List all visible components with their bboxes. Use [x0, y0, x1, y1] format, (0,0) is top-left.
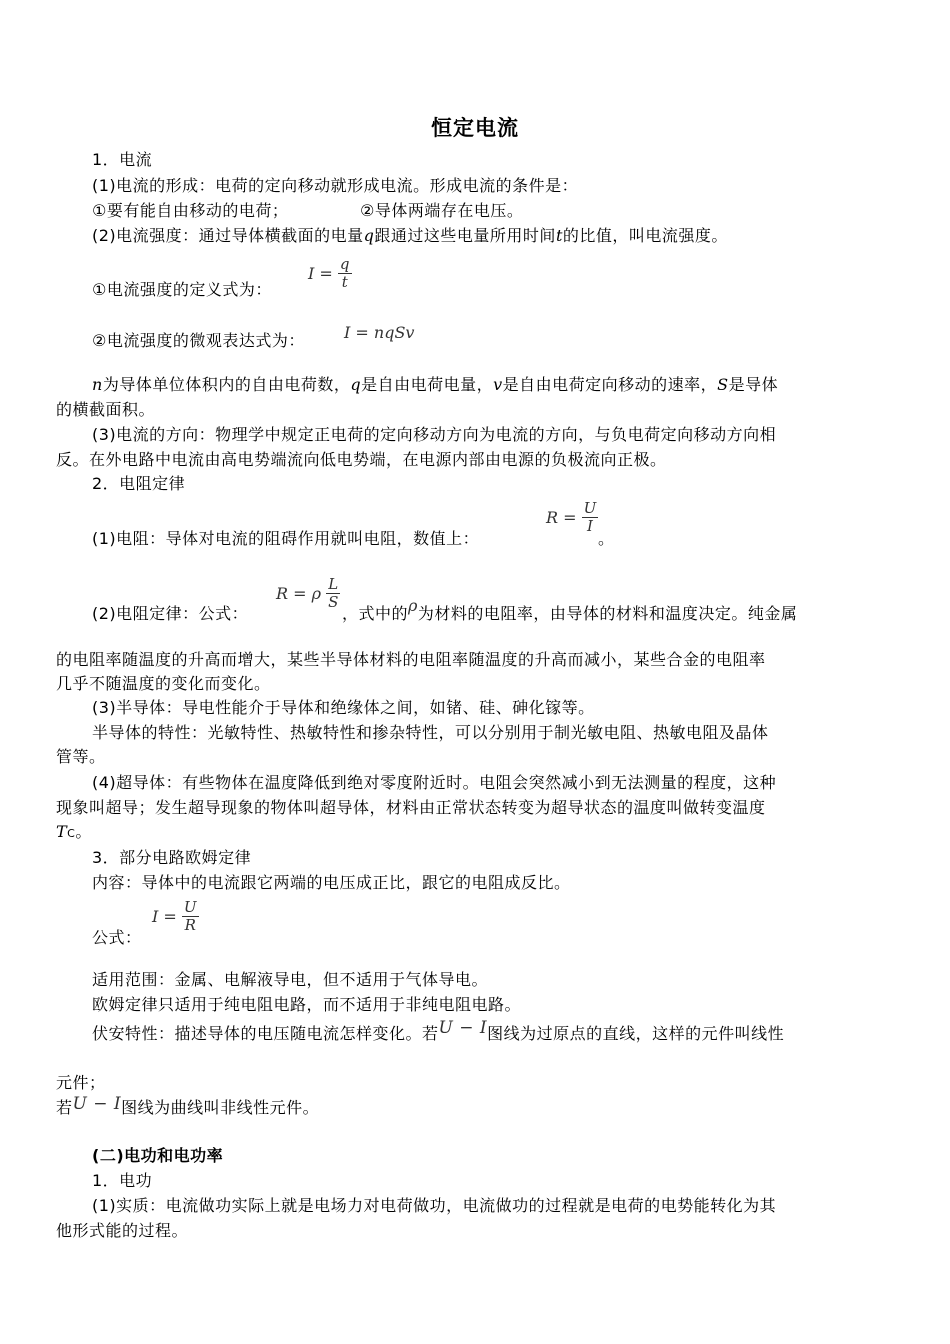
text-segment: 为导体单位体积内的自由电荷数，: [102, 375, 351, 394]
resistance-definition-end: 。: [598, 529, 615, 548]
formula-lhs: R = ρ: [276, 584, 322, 603]
symbol-t: t: [555, 226, 563, 245]
resistance-law-cont-2: 几乎不随温度的变化而变化。: [56, 674, 271, 693]
paragraph-current-intensity: [92, 226, 728, 246]
paragraph-n-definition-cont: 的横截面积。: [56, 400, 156, 419]
text-segment: 是自由电荷定向移动的速率，: [502, 375, 718, 394]
fraction: [582, 500, 599, 535]
paragraph-current-direction-cont: 反。在外电路中电流由高电势端流向低电势端，在电源内部由电源的负极流向正极。: [56, 450, 667, 469]
text-segment: 。: [75, 822, 92, 841]
text-segment: 跟通过这些电量所用时间: [374, 226, 556, 245]
section-heading-current: 1．电流: [92, 150, 153, 169]
formula-lhs: R =: [546, 508, 577, 527]
text-segment: 的比值，叫电流强度。: [562, 226, 728, 245]
semiconductor-characteristics: 半导体的特性：光敏特性、热敏特性和掺杂特性，可以分别用于制光敏电阻、热敏电阻及晶体: [92, 723, 769, 742]
condition-1: ①要有能自由移动的电荷；: [92, 201, 289, 220]
formula-current-definition: [308, 256, 352, 291]
text-segment: 为材料的电阻率，由导体的材料和温度决定。纯金属: [417, 604, 798, 623]
formula-ohms-law: [152, 899, 199, 934]
fraction: [326, 576, 340, 611]
symbol-v: v: [493, 375, 503, 394]
resistance-law-label: (2)电阻定律：公式：: [92, 604, 249, 623]
text-segment: 是导体: [728, 375, 779, 394]
section-heading-electric-work: (二)电功和电功率: [92, 1146, 224, 1165]
numerator: U: [183, 898, 197, 916]
symbol-rho: ρ: [408, 596, 418, 615]
symbol-q: q: [350, 375, 362, 394]
symbol-u-i: U − I: [72, 1094, 122, 1114]
superconductor-paragraph-end: [56, 822, 92, 844]
text-segment: 伏安特性：描述导体的电压随电流怎样变化。若: [92, 1024, 439, 1043]
ohms-law-scope: 适用范围：金属、电解液导电，但不适用于气体导电。: [92, 970, 489, 989]
volt-ampere-characteristic-cont: 元件；: [56, 1073, 106, 1092]
subscript-c: C: [67, 827, 76, 840]
ohms-law-pure-resistance: 欧姆定律只适用于纯电阻电路，而不适用于非纯电阻电路。: [92, 995, 522, 1014]
text-segment: 若: [56, 1098, 73, 1117]
text-segment: ，式中的: [342, 604, 409, 623]
paragraph-current-direction: (3)电流的方向：物理学中规定正电荷的定向移动方向为电流的方向，与负电荷定向移动方向相: [92, 425, 777, 444]
semiconductor-characteristics-cont: 管等。: [56, 747, 106, 766]
formula-lhs: I =: [152, 907, 177, 926]
text-segment: 是自由电荷电量，: [361, 375, 494, 394]
text-segment: 图线为过原点的直线，这样的元件叫线性: [487, 1024, 785, 1043]
semiconductor-paragraph: (3)半导体：导电性能介于导体和绝缘体之间，如锗、硅、砷化镓等。: [92, 698, 595, 717]
numerator: q: [339, 255, 350, 273]
numerator: U: [583, 499, 597, 517]
page-title: 恒定电流: [431, 116, 519, 140]
definition-label: ①电流强度的定义式为：: [92, 280, 272, 299]
nonlinear-element: [56, 1094, 320, 1118]
resistance-law-cont-1: 的电阻率随温度的升高而增大，某些半导体材料的电阻率随温度的升高而减小，某些合金的电阻率: [56, 650, 766, 669]
formula-resistance-law: [276, 576, 340, 611]
symbol-T: T: [56, 822, 68, 841]
formula-micro-expression: I = nqSv: [344, 323, 415, 342]
resistance-definition: (1)电阻：导体对电流的阻碍作用就叫电阻，数值上：: [92, 529, 480, 548]
paragraph-current-formation: (1)电流的形成：电荷的定向移动就形成电流。形成电流的条件是：: [92, 176, 579, 195]
symbol-q: q: [363, 226, 375, 245]
superconductor-paragraph-cont: 现象叫超导；发生超导现象的物体叫超导体，材料由正常状态转变为超导状态的温度叫做转变温度: [56, 798, 766, 817]
symbol-u-i: U − I: [438, 1018, 488, 1038]
condition-2: ②导体两端存在电压。: [360, 201, 524, 220]
denominator: S: [328, 593, 339, 611]
volt-ampere-characteristic: [92, 1018, 785, 1044]
denominator: R: [184, 916, 196, 934]
denominator: t: [341, 273, 348, 291]
symbol-S: S: [717, 375, 729, 394]
ohms-law-content: 内容：导体中的电流跟它两端的电压成正比，跟它的电阻成反比。: [92, 873, 571, 892]
micro-expression-label: ②电流强度的微观表达式为：: [92, 331, 305, 350]
text-segment: (2)电流强度：通过导体横截面的电量: [92, 226, 364, 245]
numerator: L: [326, 576, 340, 594]
superconductor-paragraph: (4)超导体：有些物体在温度降低到绝对零度附近时。电阻会突然减小到无法测量的程度，这种: [92, 773, 777, 792]
formula-lhs: I =: [308, 264, 333, 283]
electric-work-essence: (1)实质：电流做功实际上就是电场力对电荷做功，电流做功的过程就是电荷的电势能转化为其: [92, 1196, 777, 1215]
paragraph-n-definition: [92, 375, 778, 395]
section-heading-resistance-law: 2．电阻定律: [92, 474, 186, 493]
section-heading-ohms-law: 3．部分电路欧姆定律: [92, 848, 252, 867]
symbol-n: n: [92, 375, 103, 394]
electric-work-essence-cont: 他形式能的过程。: [56, 1221, 189, 1240]
fraction: [182, 899, 199, 934]
subsection-heading-electric-work: 1．电功: [92, 1171, 153, 1190]
text-segment: 图线为曲线叫非线性元件。: [121, 1098, 320, 1117]
formula-resistance: [546, 500, 598, 535]
resistance-law-text: [342, 596, 798, 624]
denominator: I: [587, 517, 593, 535]
ohms-law-formula-label: 公式：: [92, 928, 142, 947]
fraction: [338, 256, 352, 291]
